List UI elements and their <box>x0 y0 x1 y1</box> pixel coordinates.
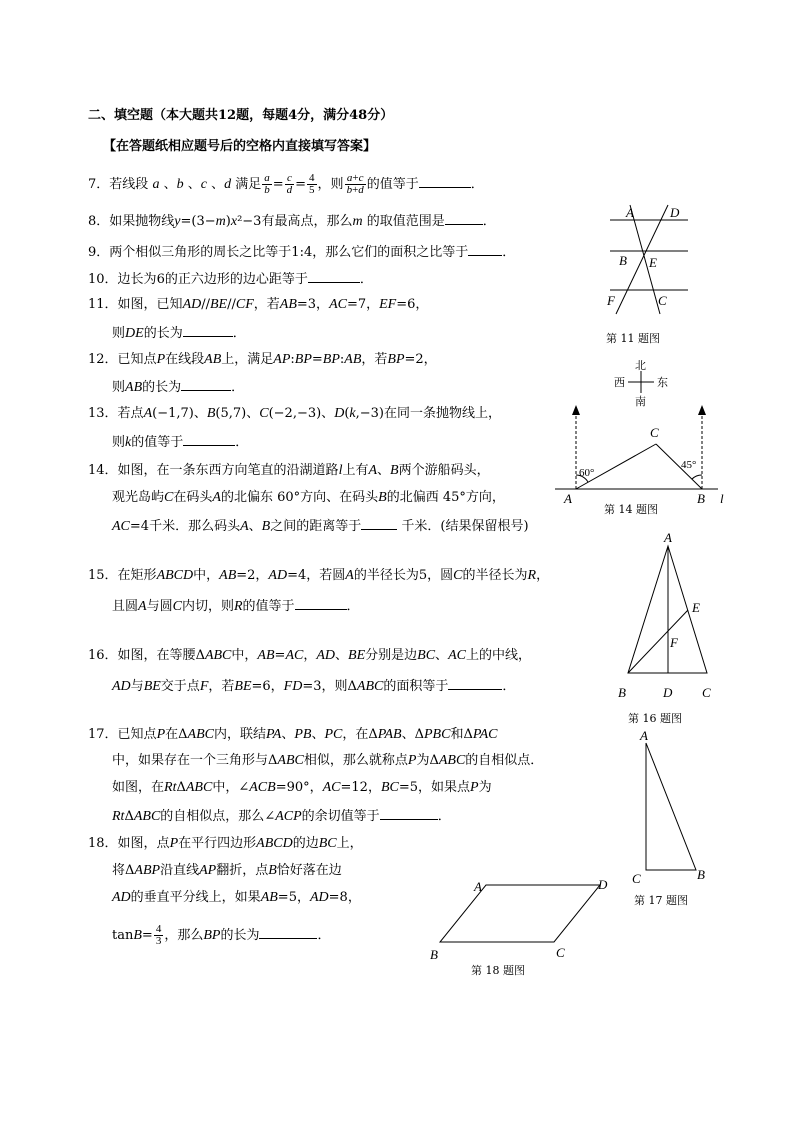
label-a: A <box>640 728 648 743</box>
instruction: 【在答题纸相应题号后的空格内直接填写答案】 <box>103 139 377 154</box>
compass-north: 北 <box>635 359 646 372</box>
answer-blank[interactable] <box>295 597 347 610</box>
answer-blank[interactable] <box>445 212 483 225</box>
label-c: C <box>632 871 641 886</box>
compass-south: 南 <box>635 395 646 408</box>
question-18: 18．如图，点P在平行四边形ABCD的边BC上， <box>88 836 363 851</box>
label-d: D <box>598 877 608 892</box>
figure-18-caption: 第 18 题图 <box>471 964 525 977</box>
question-14-line3: AC=4千米．那么码头A、B之间的距离等于 千米．(结果保留根号) <box>112 519 529 534</box>
label-l: l <box>720 491 724 506</box>
angle-45-label: 45° <box>681 459 697 471</box>
question-17-line3: 如图，在RtΔABC中，∠ACB=90°，AC=12，BC=5，如果点P为 <box>112 780 492 795</box>
arrow-up-icon <box>572 405 580 415</box>
question-12-line2: 则AB的长为 ． <box>112 380 245 395</box>
angle-60-label: 60° <box>579 467 595 479</box>
label-a: A <box>474 879 482 894</box>
question-13: 13．若点A(−1,7)、B(5,7)、C(−2,−3)、D(k,−3)在同一条抛物线上， <box>88 406 501 421</box>
label-f: F <box>670 635 678 650</box>
question-11-line2: 则DE的长为 ． <box>112 326 246 341</box>
median-be <box>628 610 688 673</box>
figure-17-caption: 第 17 题图 <box>634 894 688 907</box>
label-c: C <box>556 945 565 960</box>
answer-blank[interactable] <box>308 270 360 283</box>
question-18-line2: 将ΔABP沿直线AP翻折，点B恰好落在边 <box>112 863 342 878</box>
figure-17 <box>625 726 715 886</box>
label-f: F <box>607 293 615 308</box>
label-b: B <box>697 867 705 882</box>
question-7: 7．若线段 a 、b 、c 、d 满足 $\frac{a}{b}$ = $\frac{c}{d}$ = $\frac{4}{5}$ ，则 $\frac{a+c}{b+d}$ 的值等于 ． <box>88 172 484 196</box>
question-18-line4: tanB= $\frac{4}{3}$ ，那么BP的长为 ． <box>112 923 331 947</box>
section-title: 二、填空题（本大题共12题，每题4分，满分48分） <box>88 108 394 123</box>
question-15: 15．在矩形ABCD中，AB=2，AD=4，若圆A的半径长为5，圆C的半径长为R， <box>88 568 550 583</box>
answer-blank[interactable] <box>468 243 502 256</box>
question-17: 17．已知点P在ΔABC内，联结PA、PB、PC，在ΔPAB、ΔPBC和ΔPAC <box>88 727 498 742</box>
compass-west: 西 <box>614 376 625 389</box>
label-d: D <box>670 205 680 220</box>
figure-11 <box>596 198 696 320</box>
label-e: E <box>649 255 657 270</box>
question-14: 14．如图，在一条东西方向笔直的沿湖道路l上有A、B两个游船码头， <box>88 463 490 478</box>
answer-blank[interactable] <box>419 175 471 188</box>
answer-blank[interactable] <box>259 926 317 939</box>
angle-arc-45 <box>692 475 702 479</box>
triangle-acb <box>646 743 696 870</box>
compass-east: 东 <box>657 376 668 389</box>
question-17-line4: RtΔABC的自相似点，那么∠ACP的余切值等于 ． <box>112 809 451 824</box>
question-12: 12．已知点P在线段AB上，满足AP:BP=BP:AB，若BP=2， <box>88 352 437 367</box>
question-8: 8．如果抛物线y=(3−m)x²−3有最高点，那么m 的取值范围是 ． <box>88 214 496 229</box>
figure-16 <box>610 530 720 705</box>
figure-18 <box>425 872 615 962</box>
answer-blank[interactable] <box>181 378 231 391</box>
question-17-line2: 中，如果存在一个三角形与ΔABC相似，那么就称点P为ΔABC的自相似点． <box>112 753 544 768</box>
label-b: B <box>430 947 438 962</box>
answer-blank[interactable] <box>183 433 235 446</box>
label-c: C <box>650 425 659 440</box>
question-9: 9．两个相似三角形的周长之比等于1:4，那么它们的面积之比等于 ． <box>88 245 516 260</box>
answer-blank[interactable] <box>183 324 233 337</box>
figure-14 <box>550 355 730 525</box>
answer-blank[interactable] <box>361 517 397 530</box>
label-a: A <box>626 205 634 220</box>
label-b: B <box>618 685 626 700</box>
label-a: A <box>664 530 672 545</box>
label-b: B <box>619 253 627 268</box>
figure-14-caption: 第 14 题图 <box>604 503 658 516</box>
question-14-line2: 观光岛屿C在码头A的北偏东 60°方向、在码头B的北偏西 45°方向， <box>112 490 505 505</box>
question-13-line2: 则k的值等于 ． <box>112 435 249 450</box>
figure-16-caption: 第 16 题图 <box>628 712 682 725</box>
label-a: A <box>564 491 572 506</box>
question-10: 10．边长为6的正六边形的边心距等于 ． <box>88 272 373 287</box>
parallelogram-abcd <box>440 885 600 942</box>
answer-blank[interactable] <box>448 677 502 690</box>
question-15-line2: 且圆A与圆C内切，则R的值等于 ． <box>112 599 360 614</box>
label-c: C <box>702 685 711 700</box>
answer-blank[interactable] <box>380 807 438 820</box>
question-18-line3: AD的垂直平分线上，如果AB=5，AD=8， <box>112 890 361 905</box>
label-b: B <box>697 491 705 506</box>
figure-11-caption: 第 11 题图 <box>606 332 660 345</box>
question-11: 11．如图，已知AD//BE//CF，若AB=3，AC=7，EF=6， <box>88 297 429 312</box>
label-e: E <box>692 600 700 615</box>
label-c: C <box>658 293 667 308</box>
arrow-up-icon <box>698 405 706 415</box>
label-d: D <box>663 685 673 700</box>
question-16-line2: AD与BE交于点F，若BE=6，FD=3，则ΔABC的面积等于 ． <box>112 679 516 694</box>
question-16: 16．如图，在等腰ΔABC中，AB=AC，AD、BE分别是边BC、AC上的中线， <box>88 648 531 663</box>
